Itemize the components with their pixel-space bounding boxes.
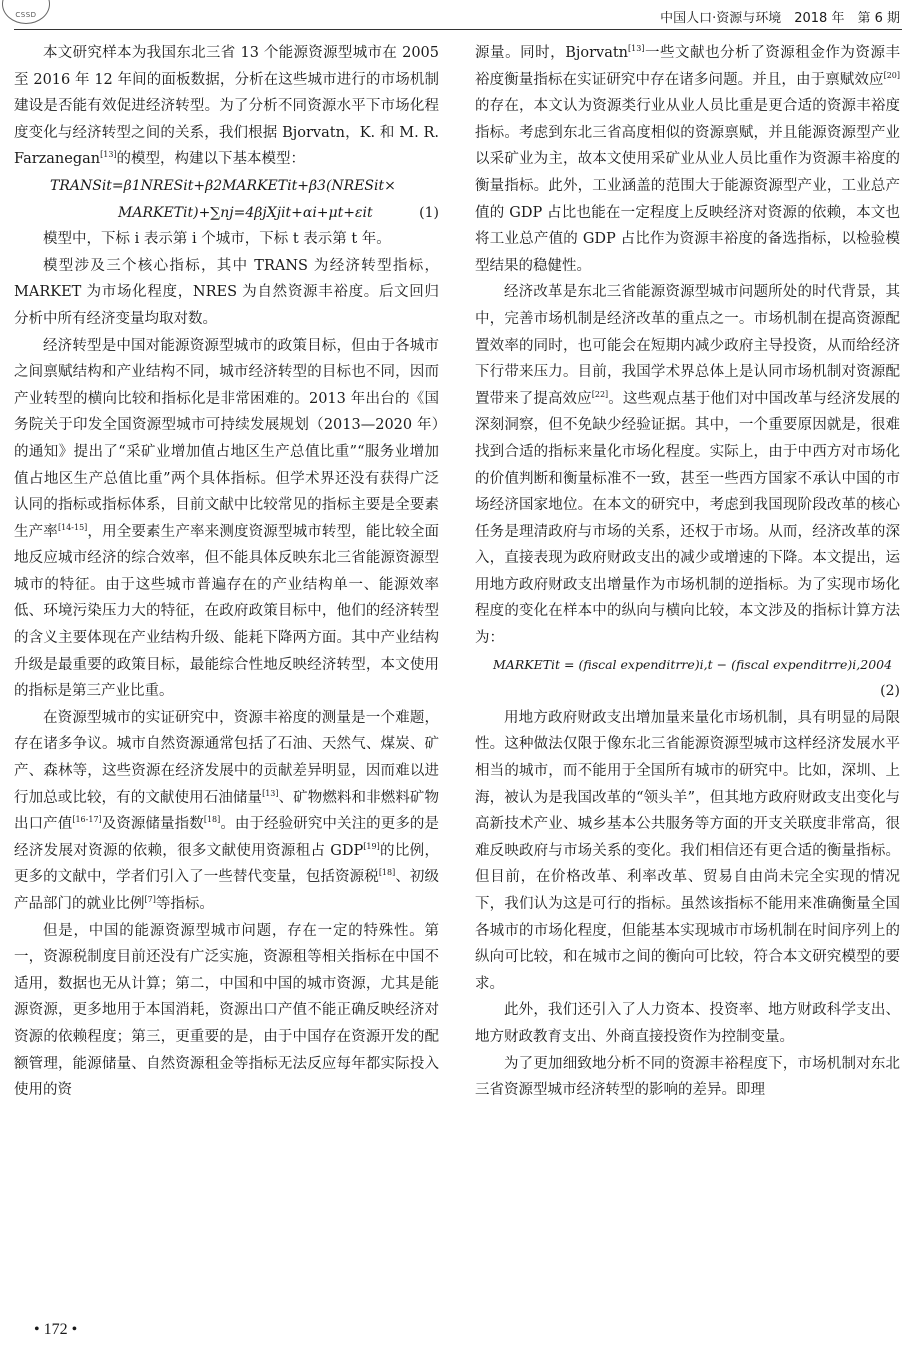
citation: [7] xyxy=(144,895,156,905)
paragraph: 模型中，下标 i 表示第 i 个城市，下标 t 表示第 t 年。 xyxy=(43,231,391,248)
citation: [13] xyxy=(100,150,117,160)
citation: [22] xyxy=(591,389,609,399)
paragraph: 模型涉及三个核心指标，其中 TRANS 为经济转型指标，MARKET 为市场化程度，NRES 为自然资源丰裕度。后文回归分析中所有经济变量均取对数。 xyxy=(14,257,439,327)
paragraph: 为了更加细致地分析不同的资源丰裕程度下，市场机制对东北三省资源型城市经济转型的影响的差异。即理 xyxy=(475,1055,900,1099)
paragraph: 此外，我们还引入了人力资本、投资率、地方财政科学支出、地方财政教育支出、外商直接投资作为控制变量。 xyxy=(475,1002,900,1045)
paragraph: 用地方政府财政支出增加量来量化市场机制，具有明显的局限性。这种做法仅限于像东北三省能源资源型城市这样经济发展水平相当的城市，而不能用于全国所有城市的研究中。比如，深圳、上海，被认为是我国改革的“领头羊”，但其地方政府财政支出变化与高新技术产业、城乡基本公共服务等方面的开支关联度非常高，很难反映政府与市场关系的变化。我们相信还有更合适的衡量指标。但目前，在价格改革、利率改革、贸易自由尚未完全实现的情况下，我们认为这是可行的指标。虽然该指标不能用来准确衡量全国各城市的市场化程度，但能基本实现城市市场机制在时间序列上的纵向可比较，和在城市之间的衡向可比较，符合本文研究模型的要求。 xyxy=(475,709,900,992)
equation-number: (1) xyxy=(419,204,439,221)
paragraph: 在资源型城市的实证研究中，资源丰裕度的测量是一个难题，存在诸多争议。城市自然资源通常包括了石油、天然气、煤炭、矿产、森林等，这些资源在经济发展中的贡献差异明显，因而难以进行加总或比较，有的文献使用石油储量[13]、矿物燃料和非燃料矿物出口产值[16-17]及资源储量指数[18]。由于经验研究中关注的更多的是经济发展对资源的依赖，很多文献使用资源租占 GDP[19]的比例，更多的文献中，学者们引入了一些替代变量，包括资源税[18]、初级产品部门的就业比例[7]等指标。 xyxy=(14,709,440,912)
citation: [16-17] xyxy=(72,815,102,825)
paragraph: 经济转型是中国对能源资源型城市的政策目标，但由于各城市之间禀赋结构和产业结构不同，城市经济转型的目标也不同，因而产业转型的横向比较和指标化是非常困难的。2013 年出台的《国务院关于印发全国资源型城市可持续发展规划（2013—2020 年）的通知》提出了“采矿业增加值占地区生产总值比重”“服务业增加值占地区生产总值比重”两个具体指标。但学术界还没有获得广泛认同的指标或指标体系，目前文献中比较常见的指标主要是全要素生产率[14-15]，用全要素生产率来测度资源型城市转型，能比较全面地反应城市经济的综合效率，但不能具体反映东北三省能源资源型城市的特征。由于这些城市普遍存在的产业结构单一、能源效率低、环境污染压力大的特征，在政府政策目标中，他们的经济转型的含义主要体现在产业结构升级、能耗下降两方面。其中产业结构升级是最重要的政策目标，最能综合性地反映经济转型，本文使用的指标是第三产业比重。 xyxy=(14,337,440,700)
citation: [19] xyxy=(363,841,380,851)
paragraph: 经济改革是东北三省能源资源型城市问题所处的时代背景，其中，完善市场机制是经济改革的重点之一。市场机制在提高资源配置效率的同时，也可能会在短期内减少政府主导投资，从而给经济下行带来压力。目前，我国学术界总体上是认同市场机制对资源配置带来了提高效应[22]。这些观点基于他们对中国改革与经济发展的深刻洞察，但不免缺少经验证据。其中，一个重要原因就是，很难找到合适的指标来量化市场化程度。实际上，由于中西方对市场化的价值判断和衡量标准不一致，甚至一些西方国家不承认中国的市场经济国家地位。在本文的研究中，考虑到我国现阶段改革的核心任务是理清政府与市场的关系，还权于市场。从而，经济改革的深入，直接表现为政府财政支出的减少或增速的下降。本文提出，运用地方政府财政支出增量作为市场机制的逆指标。为了实现市场化程度的变化在样本中的纵向与横向比较，本文涉及的指标计算方法为： xyxy=(475,284,901,647)
citation: [13] xyxy=(628,44,645,54)
citation: [13] xyxy=(262,788,279,798)
left-column xyxy=(14,40,439,1104)
paragraph: 本文研究样本为我国东北三省 13 个能源资源型城市在 2005 至 2016 年 12 年间的面板数据，分析在这些城市进行的市场机制建设是否能有效促进经济转型。为了分析不同资源水平下市场化程度变化与经济转型之间的关系，我们根据 Bjorvatn，K. 和 M. R. Farzanegan[13]的模型，构建以下基本模型： xyxy=(14,45,439,168)
page-number: • 172 • xyxy=(34,1321,78,1338)
equation-number: (2) xyxy=(880,683,900,700)
header-rule xyxy=(14,29,902,30)
right-column xyxy=(475,40,900,1104)
paragraph: 但是，中国的能源资源型城市问题，存在一定的特殊性。第一，资源税制度目前还没有广泛实施，资源租等相关指标在中国不适用，数据也无从计算；第二，中国和中国的城市资源，尤其是能源资源，更多地用于本国消耗，资源出口产值不能正确反映经济对资源的依赖程度；第三，更重要的是，由于中国存在资源开发的配额管理，能源储量、自然资源租金等指标无法反应每年都实际投入使用的资 xyxy=(14,922,439,1099)
logo-text: CSSD xyxy=(15,11,37,19)
citation: [20] xyxy=(883,70,900,80)
citation: [18] xyxy=(203,815,221,825)
equation-2: MARKETit = (fiscal expenditrre)i,t − (fiscal expenditrre)i,2004 xyxy=(493,656,893,672)
citation: [14-15] xyxy=(57,522,88,532)
citation: [18] xyxy=(378,868,396,878)
journal-logo xyxy=(2,0,50,24)
paragraph: 源量。同时，Bjorvatn[13]一些文献也分析了资源租金作为资源丰裕度衡量指标在实证研究中存在诸多问题。并且，由于禀赋效应[20]的存在，本文认为资源类行业从业人员比重是更合适的资源丰裕度指标。考虑到东北三省高度相似的资源禀赋，并且能源资源型产业以采矿业为主，故本文使用采矿业从业人员比重作为资源丰裕度的衡量指标。此外，工业涵盖的范围大于能源资源型产业，工业总产值的 GDP 占比也能在一定程度上反映经济对资源的依赖，本文也将工业总产值的 GDP 占比作为资源丰裕度的备选指标，以检验模型结果的稳健性。 xyxy=(475,44,900,274)
page-header xyxy=(0,0,916,30)
equation-1-line-1: TRANSit=β1NRESit+β2MARKETit+β3(NRESit× xyxy=(50,177,396,194)
journal-title: 中国人口·资源与环境 2018 年 第 6 期 xyxy=(660,11,900,26)
equation-1-line-2: MARKETit)+∑nj=4βjXjit+αi+μt+εit (1) xyxy=(14,200,439,227)
